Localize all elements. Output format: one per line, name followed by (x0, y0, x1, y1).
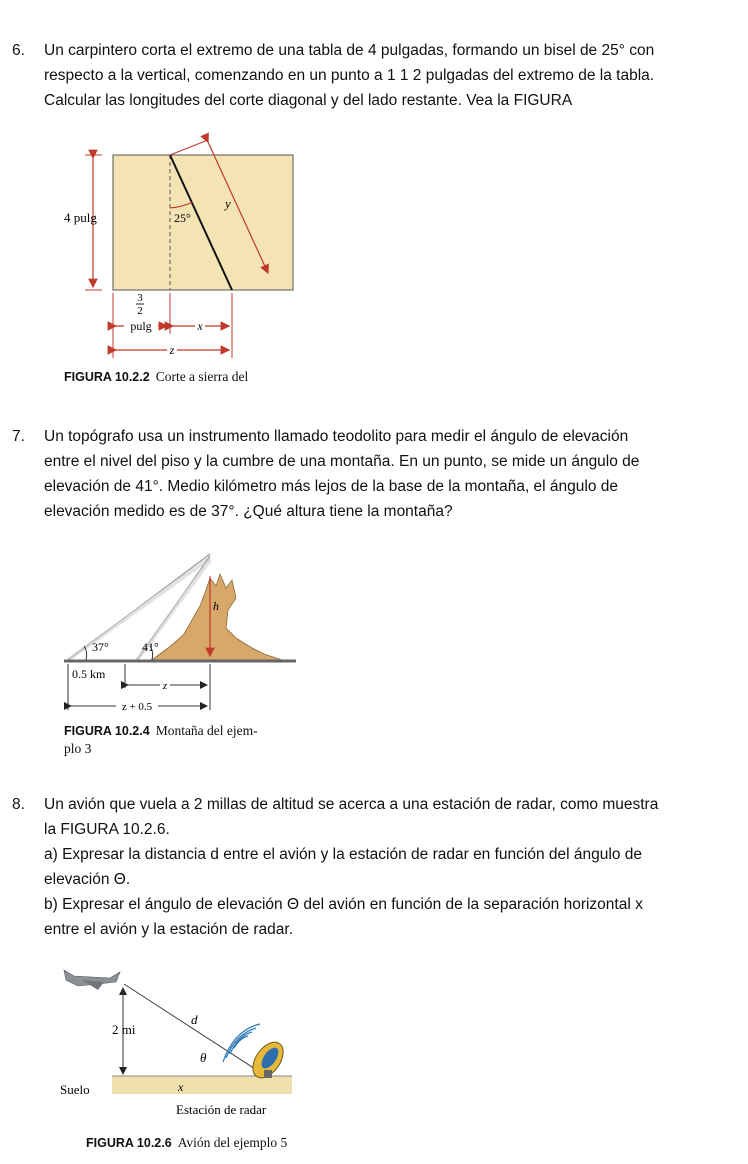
problem-line: Un topógrafo usa un instrumento llamado teodolito para medir el ángulo de elevación (44, 428, 629, 445)
problem-number: 8. (12, 796, 25, 813)
x-label: x (197, 319, 203, 333)
problem-line: respecto a la vertical, comenzando en un punto a 1 1 2 pulgadas del extremo de la tabla. (44, 67, 655, 84)
pulg-label: pulg (130, 319, 152, 333)
figure-radar (58, 958, 298, 1128)
angle-label: 25° (174, 211, 191, 225)
radar-waves-icon (223, 1024, 260, 1062)
zsum-label: z + 0.5 (121, 701, 153, 713)
theta-label: θ (200, 1050, 207, 1065)
height-label: 4 pulg (64, 210, 97, 225)
airplane-icon (64, 970, 120, 990)
figure-board-cut (60, 130, 320, 360)
y-label: y (225, 196, 231, 211)
figure-caption: FIGURA 10.2.6 Avión del ejemplo 5 (86, 1135, 288, 1150)
figure-mountain (60, 548, 300, 718)
figure-mark: 2 (137, 305, 143, 317)
figure-mark (223, 1024, 260, 1062)
figure-mark (170, 140, 208, 155)
problem-number: 6. (12, 42, 25, 59)
angle-41-label: 41° (142, 640, 159, 654)
x-label: x (178, 1080, 184, 1094)
problem-line: la FIGURA 10.2.6. (44, 821, 170, 838)
problem-line: elevación Θ. (44, 871, 131, 888)
problem-line: Calcular las longitudes del corte diagonal y del lado restante. Vea la FIGURA (44, 92, 573, 109)
z-label: z (169, 343, 175, 357)
problem-line: entre el nivel del piso y la cumbre de una montaña. En un punto, se mide un ángulo de (44, 453, 640, 470)
problem-line: b) Expresar el ángulo de elevación Θ del avión en función de la separación horizontal x (44, 896, 643, 913)
problem-line: entre el avión y la estación de radar. (44, 921, 294, 938)
problem-line: Un avión que vuela a 2 millas de altitud se acerca a una estación de radar, como muestra (44, 796, 659, 813)
figure-mark (230, 1032, 252, 1054)
station-label: Estación de radar (176, 1102, 267, 1117)
ground-label: Suelo (60, 1082, 90, 1097)
problem-line: Un carpintero corta el extremo de una tabla de 4 pulgadas, formando un bisel de 25° con (44, 42, 655, 59)
figure-caption: FIGURA 10.2.4 Montaña del ejem- (64, 723, 258, 738)
ground (112, 1076, 292, 1094)
angle-37-label: 37° (92, 640, 109, 654)
figure-caption: FIGURA 10.2.2 Corte a sierra del (64, 369, 249, 384)
dist-label: 0.5 km (72, 667, 106, 681)
figure-caption-line2: plo 3 (64, 741, 92, 756)
problem-text (44, 38, 744, 113)
problem-line: elevación de 41°. Medio kilómetro más lejos de la base de la montaña, el ángulo de (44, 478, 619, 495)
figure-mark (264, 1070, 272, 1078)
problem-number: 7. (12, 428, 25, 445)
z-label: z (162, 680, 168, 692)
altitude-label: 2 mi (112, 1022, 136, 1037)
problem-text (44, 424, 744, 524)
d-label: d (191, 1012, 198, 1027)
problem-line: a) Expresar la distancia d entre el avión y la estación de radar en función del ángulo de (44, 846, 642, 863)
problem-text (44, 792, 744, 942)
h-label: h (213, 599, 219, 613)
problem-line: elevación medido es de 37°. ¿Qué altura tiene la montaña? (44, 503, 453, 520)
figure-mark: 3 (137, 292, 143, 304)
